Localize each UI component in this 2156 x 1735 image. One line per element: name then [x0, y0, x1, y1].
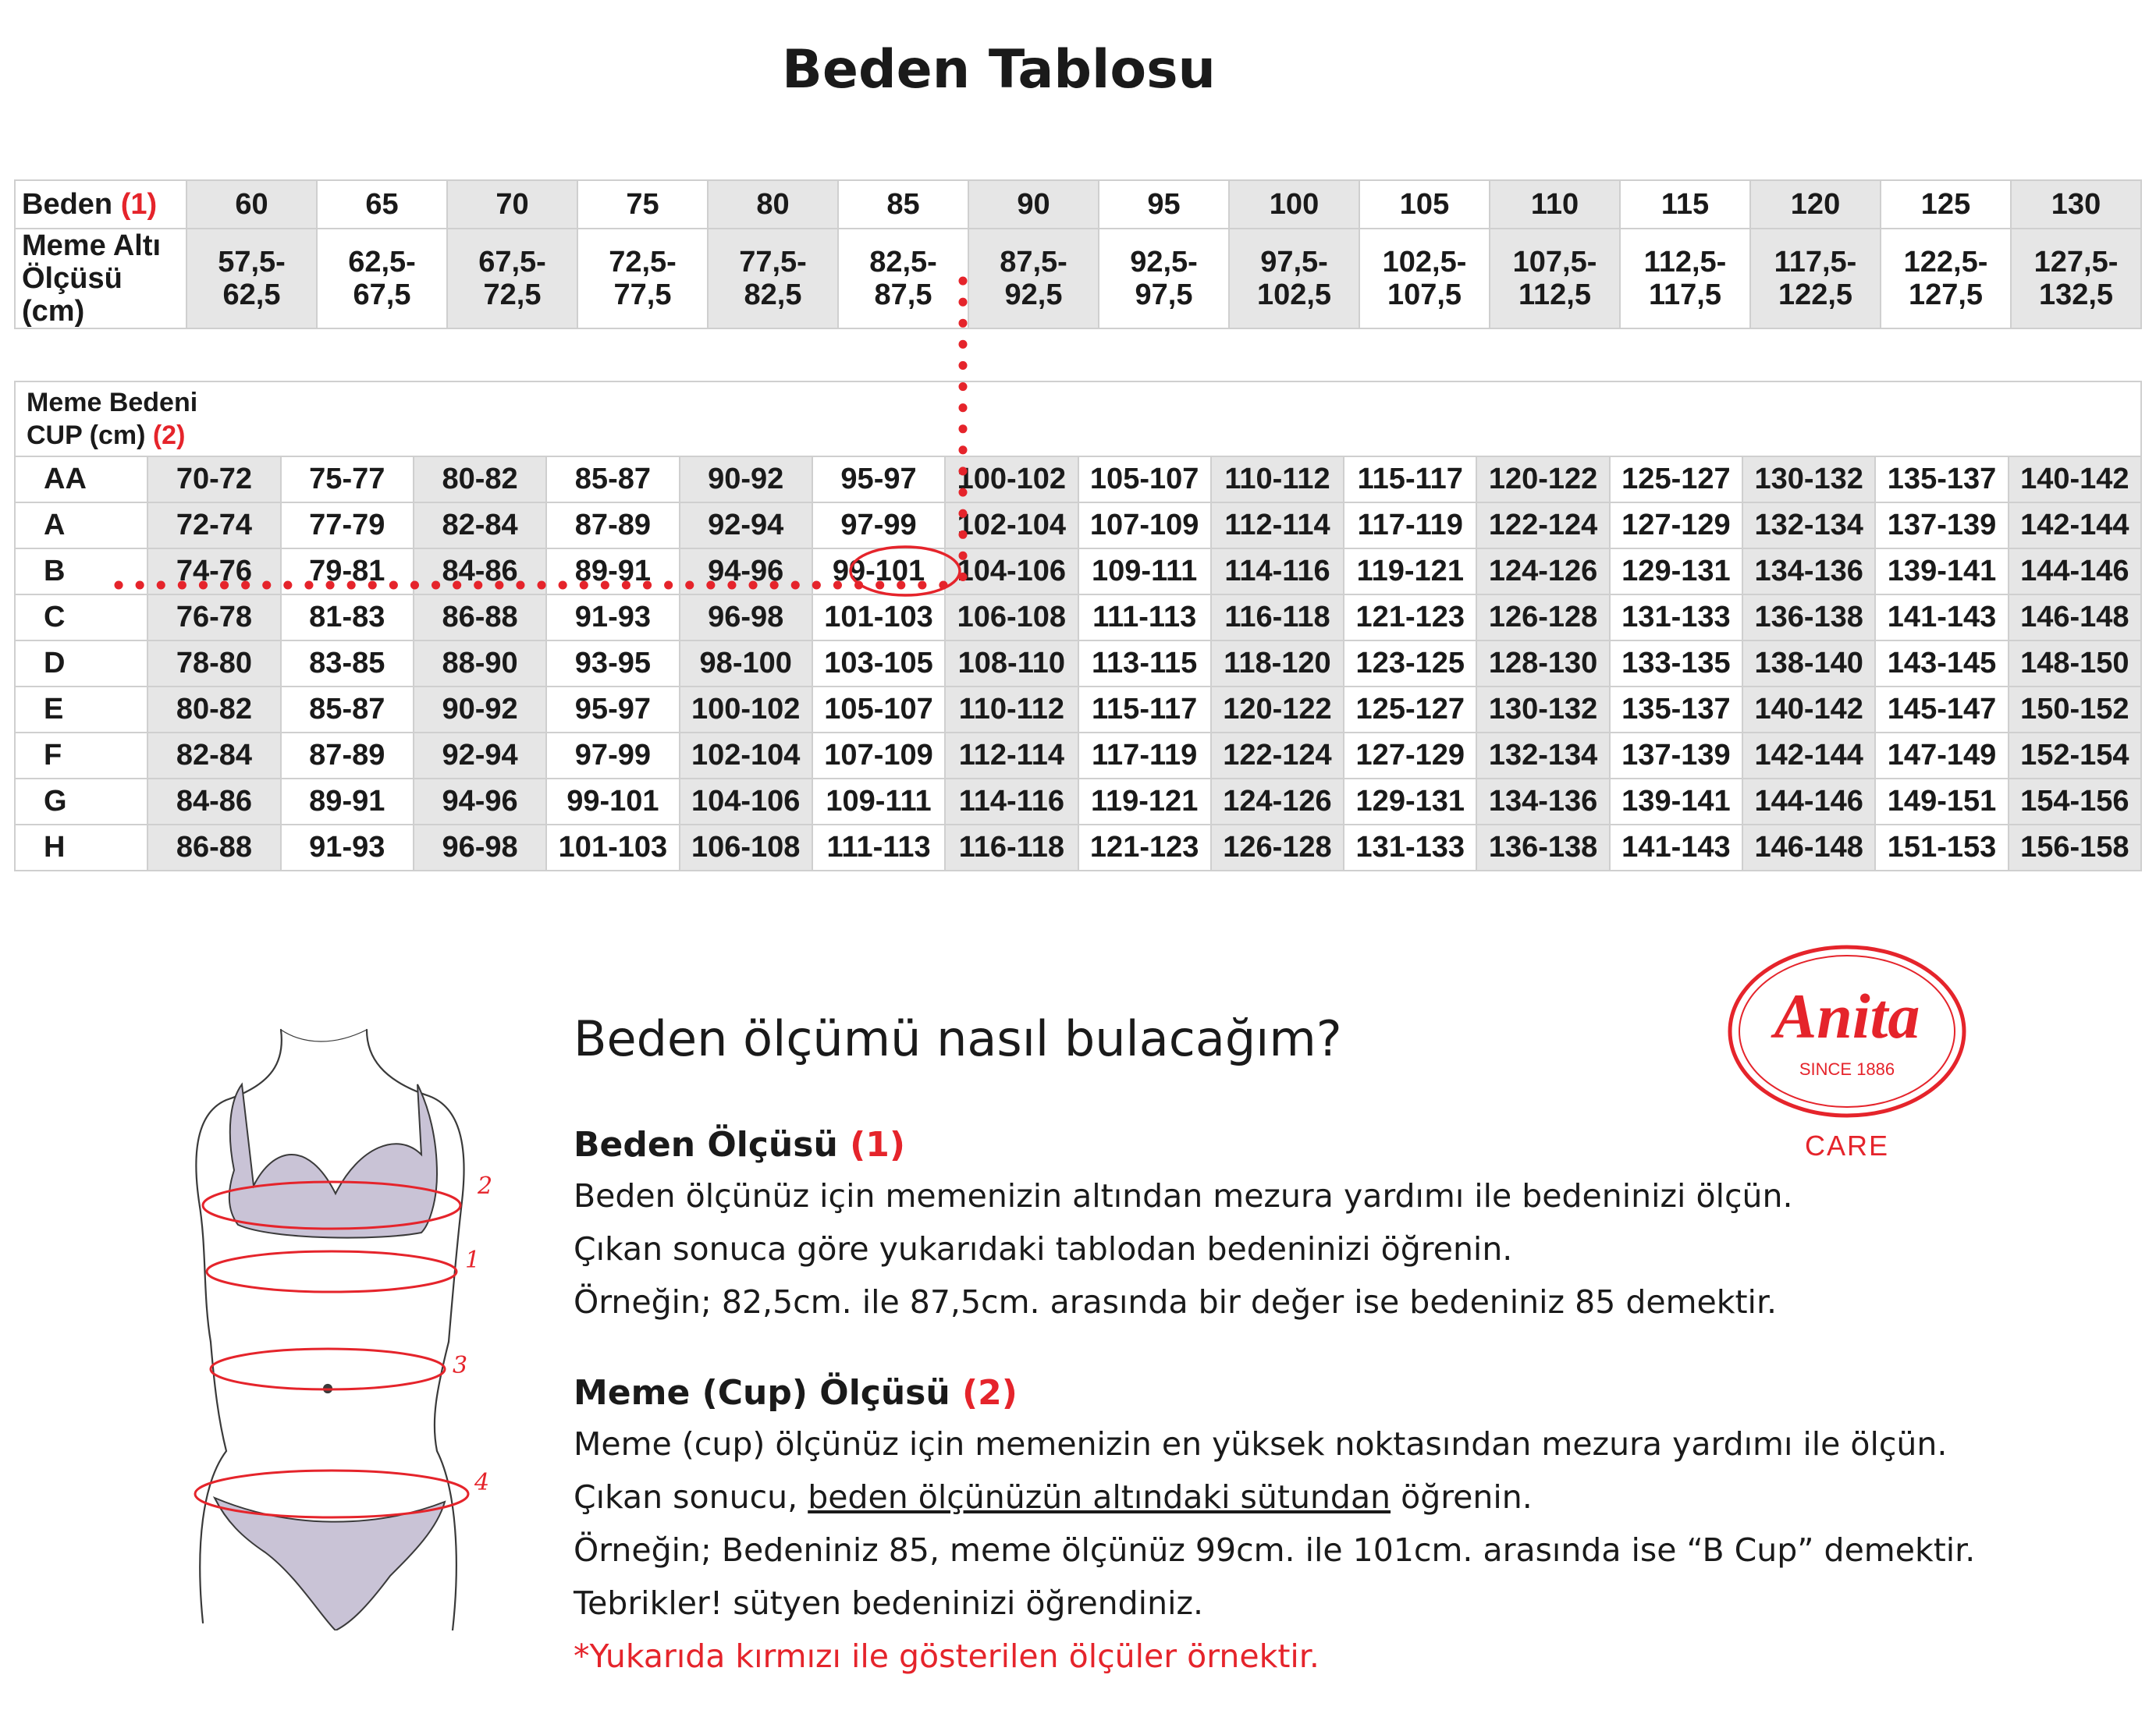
underbust-row-label: Meme Altı Ölçüsü (cm): [15, 229, 186, 328]
size-cell: 60: [186, 180, 317, 229]
cup-cell: 78-80: [147, 640, 280, 687]
section2-line2: Çıkan sonucu, beden ölçünüzün altındaki sütundan öğrenin.: [574, 1478, 1533, 1516]
howto-heading: Beden ölçümü nasıl bulacağım?: [574, 1010, 1342, 1067]
cup-cell: 136-138: [1476, 825, 1609, 871]
size-cell: 130: [2011, 180, 2141, 229]
cup-cell: 105-107: [812, 687, 945, 733]
cup-cell: 95-97: [546, 687, 679, 733]
underbust-cell: 97,5- 102,5: [1229, 229, 1359, 328]
cup-cell: 85-87: [546, 456, 679, 502]
cup-cell: 101-103: [812, 594, 945, 640]
underbust-cell: 117,5- 122,5: [1750, 229, 1881, 328]
cup-cell: 117-119: [1344, 502, 1476, 548]
anita-logo: [1726, 944, 1968, 1119]
cup-cell: 147-149: [1875, 733, 2008, 779]
cup-row-aa: [15, 456, 2141, 502]
cup-cell: 145-147: [1875, 687, 2008, 733]
section2-title: Meme (Cup) Ölçüsü (2): [574, 1373, 1018, 1413]
cup-cell: 82-84: [147, 733, 280, 779]
cup-cell: 111-113: [812, 825, 945, 871]
cup-cell: 111-113: [1078, 594, 1211, 640]
figure-label-4: 4: [474, 1469, 490, 1496]
cup-cell: 156-158: [2009, 825, 2141, 871]
underbust-row: [15, 229, 2141, 328]
cup-label: A: [15, 502, 147, 548]
underbust-cell: 72,5- 77,5: [577, 229, 708, 328]
size-cell: 95: [1099, 180, 1229, 229]
cup-cell: 141-143: [1875, 594, 2008, 640]
section2-line4: Tebrikler! sütyen bedeninizi öğrendiniz.: [574, 1584, 1204, 1622]
cup-cell: 93-95: [546, 640, 679, 687]
cup-cell: 132-134: [1742, 502, 1875, 548]
cup-cell: 97-99: [812, 502, 945, 548]
cup-cell: 127-129: [1344, 733, 1476, 779]
underbust-cell: 102,5- 107,5: [1359, 229, 1490, 328]
cup-label: F: [15, 733, 147, 779]
cup-cell: 112-114: [1211, 502, 1344, 548]
cup-row-a: [15, 502, 2141, 548]
cup-cell: 148-150: [2009, 640, 2141, 687]
cup-cell: 136-138: [1742, 594, 1875, 640]
cup-cell: 74-76: [147, 548, 280, 594]
section1-line2: Çıkan sonuca göre yukarıdaki tablodan bedeninizi öğrenin.: [574, 1230, 1513, 1268]
cup-cell: 82-84: [414, 502, 546, 548]
cup-cell: 83-85: [281, 640, 414, 687]
cup-row-e: [15, 687, 2141, 733]
example-note: *Yukarıda kırmızı ile gösterilen ölçüler örnektir.: [574, 1637, 1320, 1675]
cup-cell: 99-101: [812, 548, 945, 594]
cup-cell: 112-114: [945, 733, 1078, 779]
bra-garment: [229, 1084, 437, 1238]
cup-cell: 92-94: [414, 733, 546, 779]
cup-cell: 131-133: [1610, 594, 1742, 640]
cup-label: G: [15, 779, 147, 825]
cup-cell: 70-72: [147, 456, 280, 502]
cup-cell: 127-129: [1610, 502, 1742, 548]
cup-cell: 96-98: [414, 825, 546, 871]
logo-brand: Anita: [1774, 981, 1920, 1052]
size-cell: 75: [577, 180, 708, 229]
cup-cell: 104-106: [945, 548, 1078, 594]
page-title: Beden Tablosu: [782, 39, 1216, 101]
size-cell: 120: [1750, 180, 1881, 229]
cup-label: AA: [15, 456, 147, 502]
cup-row-d: [15, 640, 2141, 687]
hip-measure-ring: [195, 1471, 468, 1517]
cup-cell: 100-102: [680, 687, 812, 733]
cup-cell: 122-124: [1211, 733, 1344, 779]
cup-cell: 89-91: [281, 779, 414, 825]
cup-cell: 86-88: [414, 594, 546, 640]
underbust-cell: 77,5- 82,5: [708, 229, 838, 328]
column-hint: beden ölçünüzün altındaki sütundan: [808, 1478, 1391, 1516]
cup-cell: 133-135: [1610, 640, 1742, 687]
cup-cell: 97-99: [546, 733, 679, 779]
cup-cell: 90-92: [414, 687, 546, 733]
size-cell: 115: [1620, 180, 1750, 229]
cup-cell: 135-137: [1875, 456, 2008, 502]
cup-cell: 80-82: [147, 687, 280, 733]
underbust-cell: 67,5- 72,5: [447, 229, 577, 328]
logo-since: SINCE 1886: [1799, 1059, 1895, 1079]
cup-size-table: [14, 381, 2142, 871]
cup-cell: 150-152: [2009, 687, 2141, 733]
underbust-measure-ring: [207, 1251, 456, 1292]
cup-header-row: [15, 381, 2141, 456]
underbust-cell: 62,5- 67,5: [317, 229, 447, 328]
cup-cell: 94-96: [680, 548, 812, 594]
cup-cell: 114-116: [1211, 548, 1344, 594]
cup-cell: 91-93: [546, 594, 679, 640]
cup-cell: 86-88: [147, 825, 280, 871]
cup-cell: 76-78: [147, 594, 280, 640]
cup-cell: 135-137: [1610, 687, 1742, 733]
cup-row-h: [15, 825, 2141, 871]
cup-cell: 132-134: [1476, 733, 1609, 779]
figure-label-1: 1: [465, 1247, 481, 1274]
underbust-cell: 112,5- 117,5: [1620, 229, 1750, 328]
cup-cell: 87-89: [281, 733, 414, 779]
underbust-cell: 57,5- 62,5: [186, 229, 317, 328]
waist-measure-ring: [211, 1349, 445, 1389]
size-cell: 80: [708, 180, 838, 229]
cup-cell: 107-109: [812, 733, 945, 779]
cup-cell: 152-154: [2009, 733, 2141, 779]
cup-cell: 131-133: [1344, 825, 1476, 871]
cup-cell: 139-141: [1610, 779, 1742, 825]
cup-cell: 140-142: [2009, 456, 2141, 502]
cup-cell: 115-117: [1344, 456, 1476, 502]
cup-cell: 96-98: [680, 594, 812, 640]
cup-cell: 84-86: [414, 548, 546, 594]
size-cell: 110: [1490, 180, 1620, 229]
cup-cell: 120-122: [1476, 456, 1609, 502]
size-cell: 65: [317, 180, 447, 229]
cup-cell: 146-148: [1742, 825, 1875, 871]
cup-cell: 94-96: [414, 779, 546, 825]
cup-cell: 84-86: [147, 779, 280, 825]
cup-label: D: [15, 640, 147, 687]
cup-cell: 95-97: [812, 456, 945, 502]
cup-cell: 90-92: [680, 456, 812, 502]
cup-cell: 130-132: [1742, 456, 1875, 502]
cup-cell: 105-107: [1078, 456, 1211, 502]
cup-label: E: [15, 687, 147, 733]
cup-cell: 142-144: [2009, 502, 2141, 548]
band-size-table: [14, 179, 2142, 329]
cup-cell: 130-132: [1476, 687, 1609, 733]
underbust-cell: 107,5- 112,5: [1490, 229, 1620, 328]
cup-cell: 121-123: [1344, 594, 1476, 640]
section-cup-size: [574, 1373, 1975, 1683]
size-row: [15, 180, 2141, 229]
cup-cell: 98-100: [680, 640, 812, 687]
cup-cell: 115-117: [1078, 687, 1211, 733]
cup-cell: 79-81: [281, 548, 414, 594]
section2-line3: Örneğin; Bedeniniz 85, meme ölçünüz 99cm. ile 101cm. arasında ise “B Cup” demektir.: [574, 1531, 1976, 1569]
cup-cell: 134-136: [1742, 548, 1875, 594]
cup-cell: 143-145: [1875, 640, 2008, 687]
cup-cell: 107-109: [1078, 502, 1211, 548]
cup-cell: 126-128: [1476, 594, 1609, 640]
cup-cell: 81-83: [281, 594, 414, 640]
cup-cell: 126-128: [1211, 825, 1344, 871]
size-cell: 85: [838, 180, 968, 229]
cup-cell: 89-91: [546, 548, 679, 594]
cup-row-g: [15, 779, 2141, 825]
cup-cell: 102-104: [945, 502, 1078, 548]
cup-cell: 144-146: [1742, 779, 1875, 825]
cup-cell: 144-146: [2009, 548, 2141, 594]
section1-line3: Örneğin; 82,5cm. ile 87,5cm. arasında bir değer ise bedeniniz 85 demektir.: [574, 1283, 1778, 1321]
cup-cell: 106-108: [945, 594, 1078, 640]
cup-row-f: [15, 733, 2141, 779]
underbust-cell: 92,5- 97,5: [1099, 229, 1229, 328]
cup-cell: 110-112: [945, 687, 1078, 733]
cup-cell: 118-120: [1211, 640, 1344, 687]
cup-cell: 109-111: [812, 779, 945, 825]
cup-cell: 117-119: [1078, 733, 1211, 779]
size-cell: 90: [968, 180, 1099, 229]
cup-cell: 75-77: [281, 456, 414, 502]
section1-line1: Beden ölçünüz için memenizin altından mezura yardımı ile bedeninizi ölçün.: [574, 1177, 1793, 1215]
cup-row-c: [15, 594, 2141, 640]
body-measurement-figure: [179, 1014, 507, 1630]
cup-cell: 129-131: [1344, 779, 1476, 825]
cup-label: C: [15, 594, 147, 640]
cup-cell: 134-136: [1476, 779, 1609, 825]
figure-label-2: 2: [478, 1173, 493, 1200]
cup-cell: 137-139: [1610, 733, 1742, 779]
cup-cell: 128-130: [1476, 640, 1609, 687]
cup-cell: 113-115: [1078, 640, 1211, 687]
section1-marker: (1): [850, 1125, 905, 1165]
cup-header: Meme Bedeni CUP (cm) (2): [15, 381, 2141, 456]
section1-title: Beden Ölçüsü (1): [574, 1125, 905, 1165]
cup-cell: 121-123: [1078, 825, 1211, 871]
cup-cell: 142-144: [1742, 733, 1875, 779]
cup-cell: 91-93: [281, 825, 414, 871]
cup-cell: 92-94: [680, 502, 812, 548]
cup-cell: 106-108: [680, 825, 812, 871]
size-cell: 125: [1881, 180, 2011, 229]
size-row-label: Beden (1): [15, 180, 186, 229]
cup-cell: 116-118: [1211, 594, 1344, 640]
logo-care: CARE: [1804, 1130, 1890, 1162]
cup-cell: 123-125: [1344, 640, 1476, 687]
cup-cell: 140-142: [1742, 687, 1875, 733]
cup-cell: 139-141: [1875, 548, 2008, 594]
cup-cell: 138-140: [1742, 640, 1875, 687]
underbust-cell: 87,5- 92,5: [968, 229, 1099, 328]
cup-cell: 108-110: [945, 640, 1078, 687]
neck-line: [281, 1030, 367, 1041]
cup-cell: 99-101: [546, 779, 679, 825]
cup-cell: 104-106: [680, 779, 812, 825]
cup-cell: 149-151: [1875, 779, 2008, 825]
underbust-cell: 122,5- 127,5: [1881, 229, 2011, 328]
cup-label: H: [15, 825, 147, 871]
cup-cell: 72-74: [147, 502, 280, 548]
cup-cell: 80-82: [414, 456, 546, 502]
cup-cell: 102-104: [680, 733, 812, 779]
cup-cell: 114-116: [945, 779, 1078, 825]
cup-cell: 77-79: [281, 502, 414, 548]
cup-cell: 116-118: [945, 825, 1078, 871]
section-band-size: [574, 1125, 1793, 1329]
cup-cell: 87-89: [546, 502, 679, 548]
cup-cell: 154-156: [2009, 779, 2141, 825]
cup-cell: 122-124: [1476, 502, 1609, 548]
underbust-cell: 127,5- 132,5: [2011, 229, 2141, 328]
cup-cell: 100-102: [945, 456, 1078, 502]
cup-cell: 109-111: [1078, 548, 1211, 594]
cup-cell: 101-103: [546, 825, 679, 871]
cup-cell: 125-127: [1344, 687, 1476, 733]
underbust-cell: 82,5- 87,5: [838, 229, 968, 328]
size-cell: 100: [1229, 180, 1359, 229]
cup-cell: 125-127: [1610, 456, 1742, 502]
marker-1: (1): [120, 188, 158, 221]
section2-marker: (2): [962, 1373, 1018, 1413]
cup-cell: 124-126: [1476, 548, 1609, 594]
size-cell: 70: [447, 180, 577, 229]
cup-cell: 85-87: [281, 687, 414, 733]
cup-cell: 146-148: [2009, 594, 2141, 640]
cup-cell: 120-122: [1211, 687, 1344, 733]
cup-cell: 137-139: [1875, 502, 2008, 548]
cup-cell: 141-143: [1610, 825, 1742, 871]
cup-label: B: [15, 548, 147, 594]
cup-cell: 119-121: [1078, 779, 1211, 825]
hip-outline-right: [435, 1342, 456, 1630]
cup-cell: 88-90: [414, 640, 546, 687]
cup-cell: 151-153: [1875, 825, 2008, 871]
marker-2: (2): [152, 420, 186, 450]
section2-line1: Meme (cup) ölçünüz için memenizin en yüksek noktasından mezura yardımı ile ölçün.: [574, 1425, 1948, 1463]
cup-cell: 103-105: [812, 640, 945, 687]
cup-cell: 119-121: [1344, 548, 1476, 594]
cup-cell: 110-112: [1211, 456, 1344, 502]
cup-row-b: [15, 548, 2141, 594]
figure-label-3: 3: [453, 1352, 468, 1379]
size-cell: 105: [1359, 180, 1490, 229]
cup-cell: 129-131: [1610, 548, 1742, 594]
cup-cell: 124-126: [1211, 779, 1344, 825]
